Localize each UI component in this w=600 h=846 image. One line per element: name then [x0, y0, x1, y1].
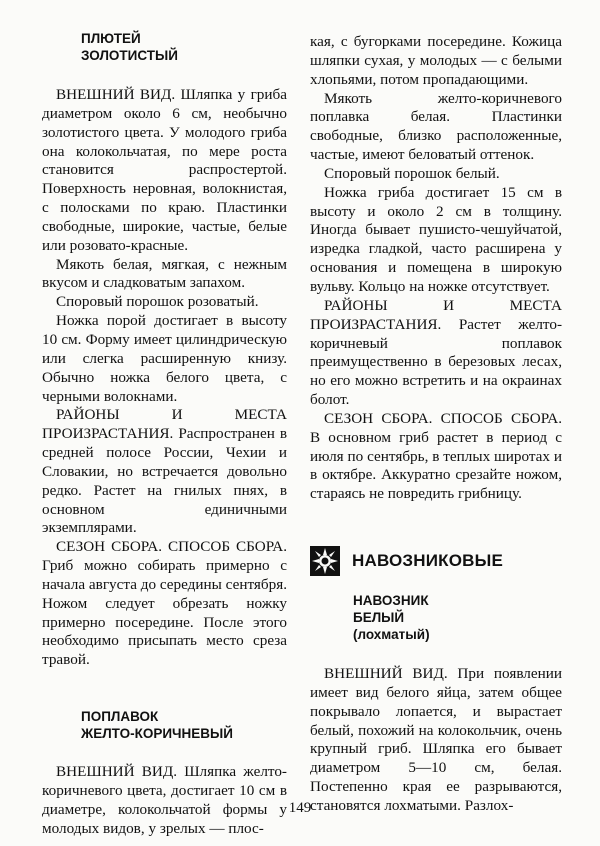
- amanita-title-line: ЖЕЛТО-КОРИЧНЕВЫЙ: [81, 726, 233, 742]
- pluteus-title-line: ПЛЮТЕЙ: [81, 31, 141, 46]
- amanita-appearance: ВНЕШНИЙ ВИД. Шляпка желто-коричневого цвета, достигает 10 см в диаметре, колокольчатой формы у молодых видов, у зрелых — плос-: [42, 763, 287, 837]
- pluteus-stem: Ножка порой достигает в высоту 10 см. Форму имеет цилиндрическую или слегка расширенную книзу. Обычно ножка белого цвета, с черными волокнами.: [42, 312, 287, 405]
- coprinus-title-line: БЕЛЫЙ: [353, 610, 405, 626]
- amanita-flesh: Мякоть желто-коричневого поплавка белая. Пластинки свободные, близко расположенные, частые, имеют беловатый оттенок.: [310, 89, 562, 164]
- amanita-appearance-continued: кая, с бугорками посередине. Кожица шляпки сухая, у молодых — с белыми хлопьями, потом пропадающими.: [310, 33, 562, 88]
- left-column: [42, 0, 287, 839]
- mushroom-sun-icon: [310, 546, 340, 576]
- coprinus-title: [310, 592, 562, 643]
- pluteus-season: СЕЗОН СБОРА. СПОСОБ СБОРА. Гриб можно собирать примерно с начала августа до середины сентября. Ножом следует обрезать ножку примерно посередине. После этого необходимо присыпать место среза травой.: [42, 538, 287, 669]
- coprinus-title-line: (лохматый): [353, 627, 430, 643]
- amanita-title: [42, 708, 287, 742]
- pluteus-title-line: ЗОЛОТИСТЫЙ: [81, 48, 178, 63]
- coprinus-title-line: НАВОЗНИК: [353, 593, 429, 609]
- right-column: [310, 0, 562, 816]
- page-number: 149: [288, 800, 312, 816]
- pluteus-spores: Споровый порошок розоватый.: [56, 293, 259, 311]
- pluteus-flesh: Мякоть белая, мягкая, с нежным вкусом и сладковатым запахом.: [42, 255, 287, 292]
- amanita-stem: Ножка гриба достигает 15 см в высоту и около 2 см в толщину. Иногда бывает пушисто-чешуйчатой, изредка гладкой, часто расширена у основания и помещена в широкую вульву. Кольцо на ножке отсутствует.: [310, 183, 562, 295]
- amanita-spores: Споровый порошок белый.: [324, 164, 500, 182]
- section-heading: [310, 546, 562, 576]
- amanita-season: СЕЗОН СБОРА. СПОСОБ СБОРА. В основном гриб растет в период с июля по сентябрь, в теплых широтах и в октябре. Аккуратно срезайте ножом, стараясь не повредить грибницу.: [310, 409, 562, 503]
- amanita-habitat: РАЙОНЫ И МЕСТА ПРОИЗРАСТАНИЯ. Растет желто-коричневый поплавок преимущественно в березовых лесах, но его можно встретить и на окраинах болот.: [310, 296, 562, 409]
- pluteus-title: [42, 30, 287, 64]
- section-title: НАВОЗНИКОВЫЕ: [352, 550, 504, 570]
- pluteus-habitat: РАЙОНЫ И МЕСТА ПРОИЗРАСТАНИЯ. Распространен в средней полосе России, Чехии и Словакии, но встречается довольно редко. Растет на гнилых пнях, в основном единичными экземплярами.: [42, 406, 287, 537]
- amanita-title-line: ПОПЛАВОК: [81, 709, 159, 725]
- coprinus-appearance: ВНЕШНИЙ ВИД. При появлении имеет вид белого яйца, затем общее покрывало лопается, и вырастает белый, похожий на колокольчик, очень крупный гриб. Шляпка его бывает диаметром 5—10 см, белая. Постепенно края ее разрываются, становятся лохматыми. Разлох-: [310, 665, 562, 814]
- pluteus-appearance: ВНЕШНИЙ ВИД. Шляпка у гриба диаметром около 6 см, необычно золотистого цвета. У молодого гриба она колокольчатая, по мере роста становится распростертой. Поверхность неровная, волокнистая, с полосками по краю. Пластинки свободные, широкие, частые, белые или розовато-красные.: [42, 86, 287, 254]
